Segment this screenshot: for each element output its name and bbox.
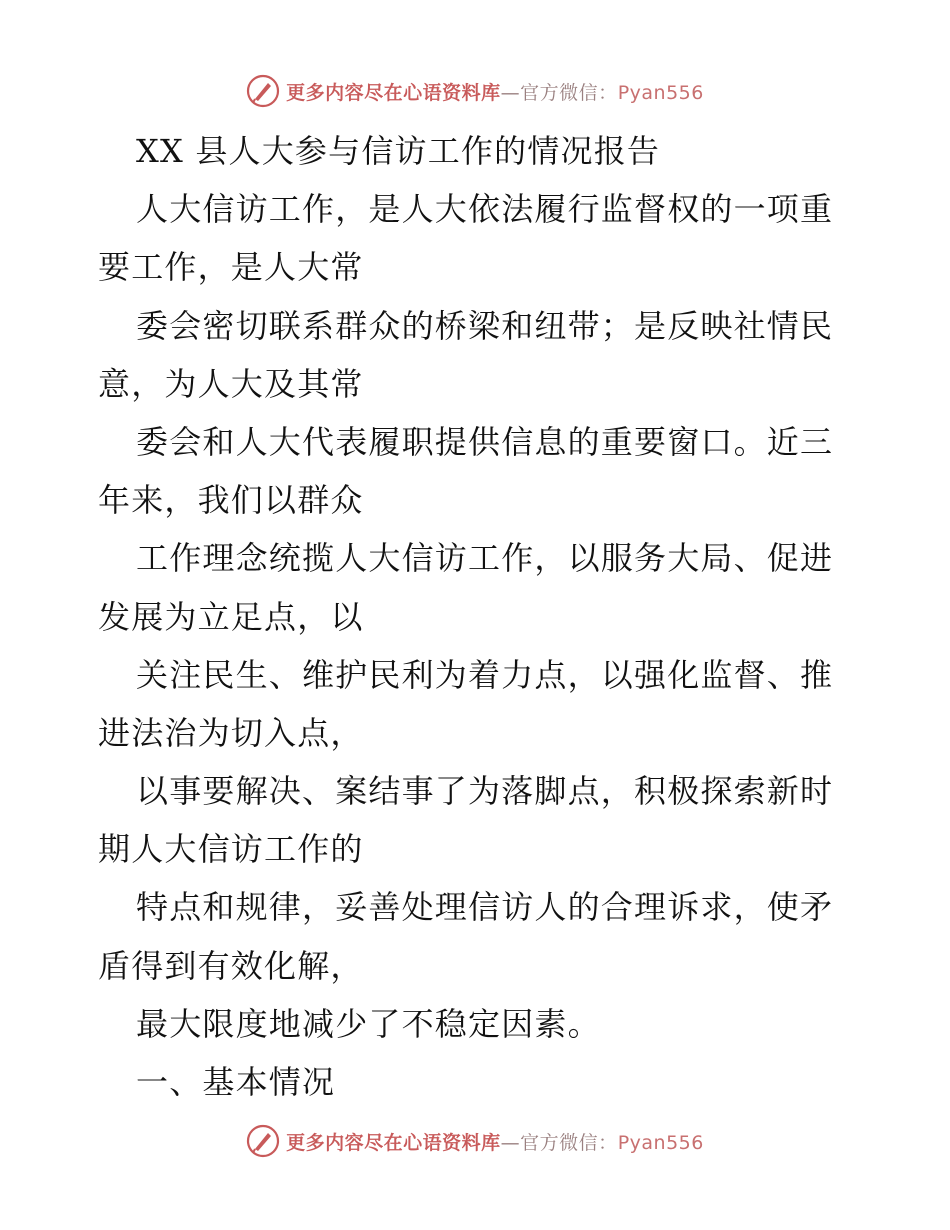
paragraph-line: 委会和人大代表履职提供信息的重要窗口。近三 (136, 422, 834, 461)
watermark-text-part1: 更多内容尽在心语资料库 (286, 81, 501, 104)
header-watermark-banner (0, 71, 950, 111)
watermark-text-part3: Pyan556 (617, 81, 704, 104)
paragraph-line: 特点和规律，妥善处理信访人的合理诉求，使矛 (136, 888, 834, 927)
watermark-text-part1: 更多内容尽在心语资料库 (286, 1131, 501, 1154)
paragraph-line: 意，为人大及其常 (98, 364, 364, 403)
document-title: XX 县人大参与信访工作的情况报告 (136, 132, 661, 170)
paragraph-line: 委会密切联系群众的桥梁和纽带；是反映社情民 (136, 306, 834, 345)
watermark-text-part3: Pyan556 (617, 1131, 704, 1154)
paragraph-line: 发展为立足点，以 (98, 597, 364, 636)
feather-pen-logo-icon (246, 1124, 280, 1158)
paragraph-line: 关注民生、维护民利为着力点，以强化监督、推 (136, 655, 834, 694)
feather-pen-logo-icon (246, 74, 280, 108)
paragraph-line: 盾得到有效化解， (98, 946, 364, 985)
paragraph-line: 以事要解决、案结事了为落脚点，积极探索新时 (136, 772, 834, 811)
paragraph-line: 年来，我们以群众 (98, 481, 364, 520)
paragraph-line: 最大限度地减少了不稳定因素。 (136, 1004, 601, 1043)
paragraph-line: 工作理念统揽人大信访工作，以服务大局、促进 (136, 539, 834, 578)
paragraph-line: 进法治为切入点， (98, 713, 364, 752)
watermark-text (286, 78, 704, 105)
watermark-text-part2: —官方微信： (500, 1131, 618, 1154)
paragraph-line: 要工作，是人大常 (98, 248, 364, 287)
footer-watermark-banner (0, 1121, 950, 1161)
paragraph-line: 期人大信访工作的 (98, 830, 364, 869)
section-heading: 一、基本情况 (136, 1063, 336, 1101)
watermark-text (286, 1128, 704, 1155)
paragraph-line: 人大信访工作，是人大依法履行监督权的一项重 (136, 190, 834, 229)
watermark-text-part2: —官方微信： (500, 81, 618, 104)
document-body (98, 122, 858, 1111)
